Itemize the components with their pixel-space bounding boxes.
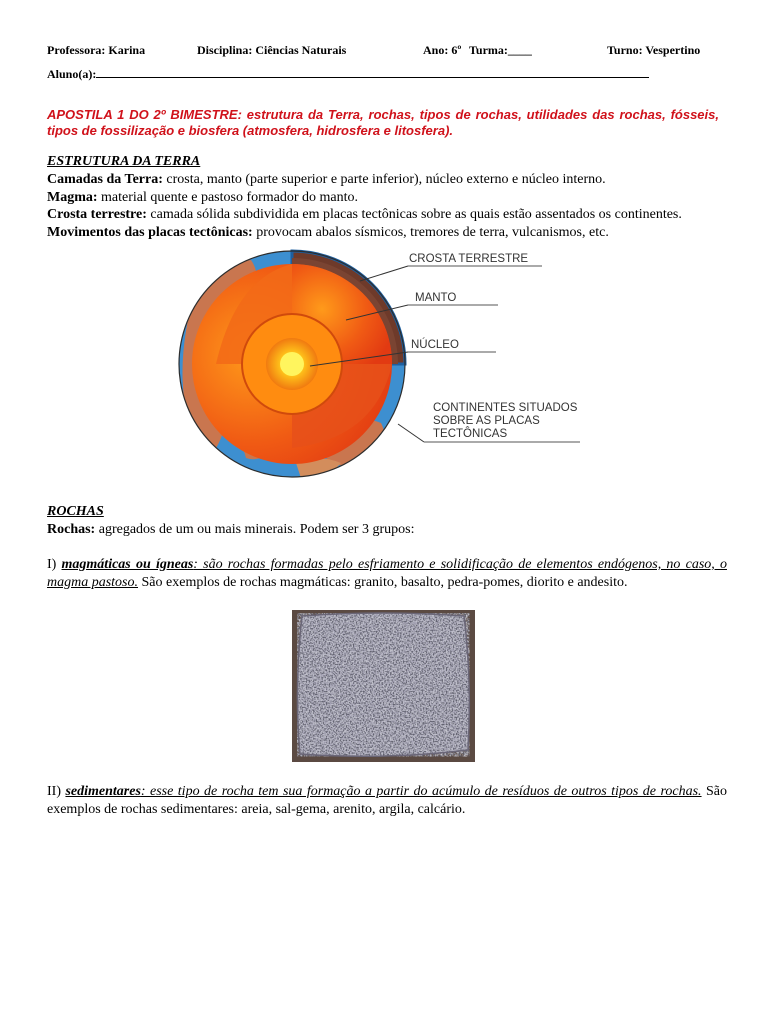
rock-type-sedimentary (47, 783, 727, 818)
earth-item-plates (47, 224, 727, 242)
class-label: Turma:____ (469, 43, 532, 57)
earth-item-layers (47, 171, 727, 189)
definition: provocam abalos sísmicos, tremores de terra, vulcanismos, etc. (252, 225, 609, 240)
grade-label: Ano: 6º (423, 43, 462, 57)
term: Movimentos das placas tectônicas: (47, 225, 253, 240)
label-continents-2: SOBRE AS PLACAS (433, 415, 540, 427)
term: magmáticas ou ígneas (61, 557, 194, 572)
item-number: II) (47, 784, 66, 799)
term: sedimentares (65, 784, 141, 799)
section-title-earth: ESTRUTURA DA TERRA (47, 154, 201, 169)
shift-label: Turno: Vespertino (607, 43, 701, 57)
subject-label: Disciplina: Ciências Naturais (197, 43, 347, 57)
definition: camada sólida subdividida em placas tectônicas sobre as quais estão assentados os continentes. (146, 207, 682, 222)
student-label: Aluno(a): (47, 67, 97, 81)
examples: São exemplos de rochas magmáticas: granito, basalto, pedra-pomes, diorito e andesito. (138, 574, 628, 590)
label-continents-1: CONTINENTES SITUADOS (433, 402, 578, 414)
granite-photo (292, 610, 475, 762)
term: Crosta terrestre: (47, 207, 147, 222)
definition: : esse tipo de rocha tem sua formação a partir do acúmulo de resíduos de outros tipos de rochas. (140, 784, 702, 799)
term: Rochas: (47, 522, 96, 537)
earth-structure-diagram (176, 248, 596, 480)
label-core: NÚCLEO (411, 339, 459, 351)
examples: São exemplos de rochas sedimentares: areia, sal-gema, arenito, argila, calcário. (47, 784, 727, 817)
term: Camadas da Terra: (47, 172, 163, 187)
label-crust: CROSTA TERRESTRE (409, 253, 529, 265)
handout-intro: APOSTILA 1 DO 2º BIMESTRE: estrutura da Terra, rochas, tipos de rochas, utilidades das rochas, fósseis, tipos de fossilização e biosfera (atmosfera, hidrosfera e litosfera). (47, 107, 719, 138)
earth-item-crust (47, 206, 727, 224)
rocks-intro (47, 521, 727, 539)
definition: agregados de um ou mais minerais. Podem ser 3 grupos: (95, 522, 415, 537)
rock-type-igneous (47, 556, 727, 591)
definition: : são rochas formadas pelo esfriamento e solidificação de elementos endógenos, no caso, o magma pastoso. (47, 557, 727, 590)
student-field (47, 66, 649, 82)
section-title-rocks: ROCHAS (47, 504, 104, 519)
label-continents-3: TECTÔNICAS (433, 428, 508, 440)
item-number: I) (47, 557, 62, 572)
teacher-label: Professora: Karina (47, 43, 146, 57)
label-mantle: MANTO (415, 292, 457, 304)
student-name-line (96, 66, 649, 78)
earth-item-magma (47, 189, 727, 207)
definition: material quente e pastoso formador do manto. (97, 190, 359, 205)
term: Magma: (47, 190, 98, 205)
definition: crosta, manto (parte superior e parte inferior), núcleo externo e núcleo interno. (162, 172, 606, 187)
